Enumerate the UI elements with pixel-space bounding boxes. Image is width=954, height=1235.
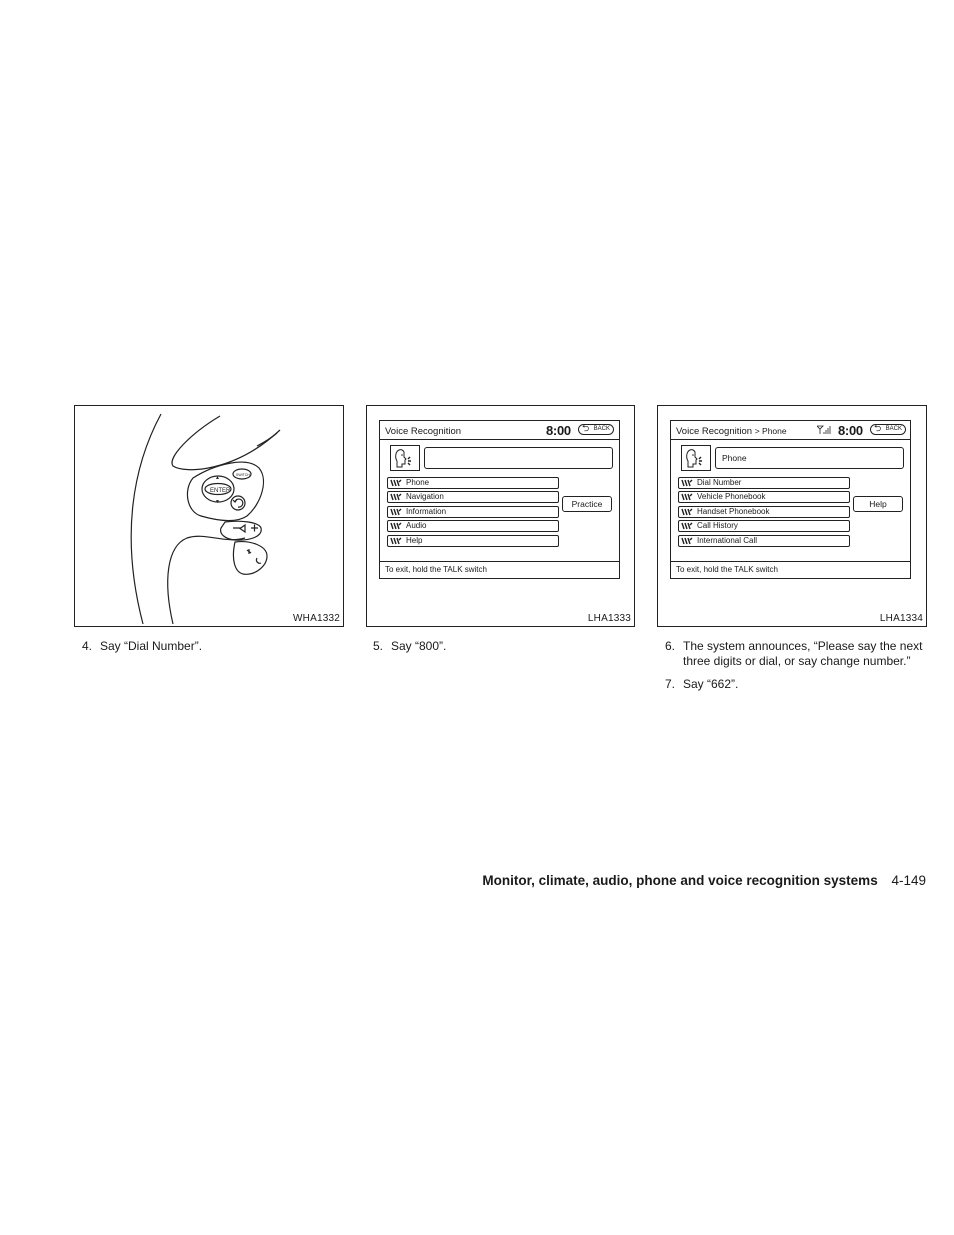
step-number: 4. — [82, 639, 93, 653]
step-text: The system announces, “Please say the next three digits or dial, or say change number.” — [683, 639, 923, 668]
voice-command-icon — [390, 522, 402, 530]
screen-footer-hint: To exit, hold the TALK switch — [676, 565, 778, 574]
voice-command-icon — [390, 493, 402, 501]
signal-strength-icon — [817, 425, 831, 435]
step-7 — [665, 677, 927, 692]
menu-item-help[interactable]: Help — [387, 535, 559, 547]
step-5 — [373, 639, 635, 654]
back-button[interactable]: ⮌ BACK — [578, 424, 614, 435]
voice-command-icon — [390, 537, 402, 545]
practice-button[interactable]: Practice — [562, 496, 612, 512]
down-arrow-icon: ▼ — [215, 499, 220, 505]
voice-command-icon — [681, 537, 693, 545]
menu-item-vehicle-phonebook[interactable]: Vehicle Phonebook — [678, 491, 850, 503]
menu-item-call-history[interactable]: Call History — [678, 520, 850, 532]
voice-menu-list — [678, 477, 850, 549]
footer-divider — [380, 561, 619, 562]
step-4 — [82, 639, 344, 654]
voice-speaking-head-icon — [390, 445, 420, 471]
enter-button-label: ENTER — [210, 488, 231, 494]
voice-input-field — [424, 447, 613, 469]
header-divider — [380, 439, 619, 440]
page-number: 4-149 — [891, 873, 926, 888]
step-text: Say “Dial Number”. — [100, 639, 203, 653]
figure-code: LHA1333 — [587, 613, 631, 624]
menu-item-handset-phonebook[interactable]: Handset Phonebook — [678, 506, 850, 518]
menu-item-information[interactable]: Information — [387, 506, 559, 518]
menu-item-navigation[interactable]: Navigation — [387, 491, 559, 503]
back-button[interactable]: ⮌ BACK — [870, 424, 906, 435]
menu-item-audio[interactable]: Audio — [387, 520, 559, 532]
display-screen — [379, 420, 620, 579]
header-divider — [671, 439, 910, 440]
voice-command-icon — [390, 479, 402, 487]
figure-steering-wheel — [74, 405, 344, 627]
voice-command-icon — [681, 479, 693, 487]
screen-title: Voice Recognition > Phone — [676, 426, 787, 437]
clock: 8:00 — [838, 423, 863, 438]
voice-command-icon — [681, 508, 693, 516]
voice-input-field: Phone — [715, 447, 904, 469]
display-screen — [670, 420, 911, 579]
voice-command-icon — [681, 522, 693, 530]
help-button[interactable]: Help — [853, 496, 903, 512]
clock: 8:00 — [546, 423, 571, 438]
section-title: Monitor, climate, audio, phone and voice recognition systems — [482, 873, 878, 888]
menu-item-dial-number[interactable]: Dial Number — [678, 477, 850, 489]
switch-button-label: SWITCH — [236, 473, 250, 477]
voice-menu-list — [387, 477, 559, 549]
step-number: 7. — [665, 677, 676, 691]
step-number: 6. — [665, 639, 676, 653]
figure-code: WHA1332 — [293, 613, 340, 624]
voice-command-icon — [390, 508, 402, 516]
screen-footer-hint: To exit, hold the TALK switch — [385, 565, 487, 574]
step-number: 5. — [373, 639, 384, 653]
figure-voice-recognition-phone — [657, 405, 927, 627]
voice-command-icon — [681, 493, 693, 501]
back-arrow-icon: ⮌ — [582, 423, 590, 433]
back-arrow-icon: ⮌ — [874, 423, 882, 433]
steering-wheel-illustration — [75, 406, 343, 626]
step-text: Say “662”. — [683, 677, 739, 691]
voice-speaking-head-icon — [681, 445, 711, 471]
page-footer — [482, 873, 926, 888]
menu-item-phone[interactable]: Phone — [387, 477, 559, 489]
screen-title: Voice Recognition — [385, 426, 462, 437]
menu-item-international-call[interactable]: International Call — [678, 535, 850, 547]
up-arrow-icon: ▲ — [215, 475, 220, 481]
figure-voice-recognition-main — [366, 405, 635, 627]
figure-code: LHA1334 — [879, 613, 923, 624]
step-6 — [665, 639, 927, 669]
footer-divider — [671, 561, 910, 562]
step-text: Say “800”. — [391, 639, 447, 653]
screen-subtitle: > Phone — [754, 426, 787, 436]
